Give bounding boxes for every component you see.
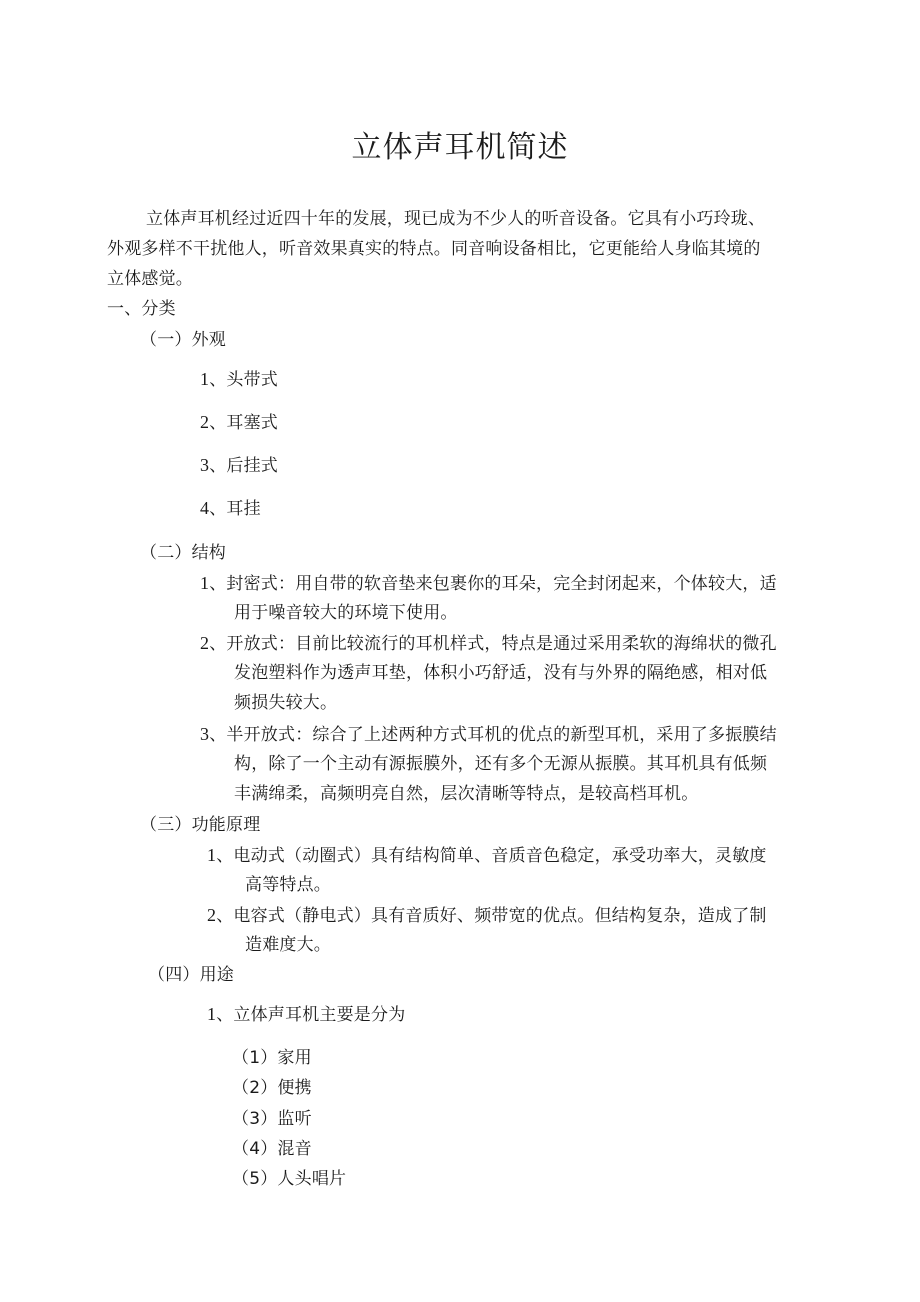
- list-item-principle-1: 1、电动式（动圈式）具有结构简单、音质音色稳定，承受功率大，灵敏度: [207, 845, 767, 866]
- list-item-structure-3-cont-2: 丰满绵柔，高频明亮自然，层次清晰等特点，是较高档耳机。: [234, 784, 699, 804]
- list-item-structure-1: 1、封密式：用自带的软音垫来包裹你的耳朵，完全封闭起来，个体较大，适: [200, 573, 777, 594]
- use-item-mixing: （4）混音: [232, 1139, 312, 1159]
- intro-line-3: 立体感觉。: [107, 269, 193, 289]
- intro-line-1: 立体声耳机经过近四十年的发展，现已成为不少人的听音设备。它具有小巧玲珑、: [146, 209, 766, 229]
- use-item-portable: （2）便携: [232, 1078, 312, 1098]
- subsection-heading-appearance: （一）外观: [140, 330, 226, 350]
- list-item-structure-3: 3、半开放式：综合了上述两种方式耳机的优点的新型耳机，采用了多振膜结: [200, 724, 777, 745]
- use-item-monitor: （3）监听: [232, 1109, 312, 1129]
- document-title: 立体声耳机简述: [351, 130, 569, 166]
- list-item-appearance-2: 2、耳塞式: [200, 412, 279, 433]
- list-item-principle-1-cont: 高等特点。: [245, 875, 331, 895]
- list-item-principle-2-cont: 造难度大。: [245, 935, 331, 955]
- list-item-principle-2: 2、电容式（静电式）具有音质好、频带宽的优点。但结构复杂，造成了制: [207, 905, 767, 926]
- section-heading-classification: 一、分类: [107, 299, 176, 319]
- list-item-structure-2-cont-1: 发泡塑料作为透声耳垫，体积小巧舒适，没有与外界的隔绝感，相对低: [234, 663, 768, 683]
- list-item-structure-3-cont-1: 构，除了一个主动有源振膜外，还有多个无源从振膜。其耳机具有低频: [234, 754, 768, 774]
- list-item-structure-2: 2、开放式：目前比较流行的耳机样式，特点是通过采用柔软的海绵状的微孔: [200, 633, 777, 654]
- list-item-structure-2-cont-2: 频损失较大。: [234, 693, 338, 713]
- use-item-home: （1）家用: [232, 1048, 312, 1068]
- list-item-usage-1: 1、立体声耳机主要是分为: [207, 1004, 406, 1025]
- list-item-appearance-4: 4、耳挂: [200, 498, 261, 519]
- subsection-heading-usage: （四）用途: [148, 965, 234, 985]
- subsection-heading-structure: （二）结构: [140, 543, 226, 563]
- subsection-heading-principle: （三）功能原理: [140, 815, 261, 835]
- use-item-binaural: （5）人头唱片: [232, 1169, 347, 1189]
- intro-line-2: 外观多样不干扰他人，听音效果真实的特点。同音响设备相比，它更能给人身临其境的: [107, 239, 761, 259]
- list-item-structure-1-cont: 用于噪音较大的环境下使用。: [234, 603, 458, 623]
- list-item-appearance-3: 3、后挂式: [200, 455, 279, 476]
- list-item-appearance-1: 1、头带式: [200, 369, 279, 390]
